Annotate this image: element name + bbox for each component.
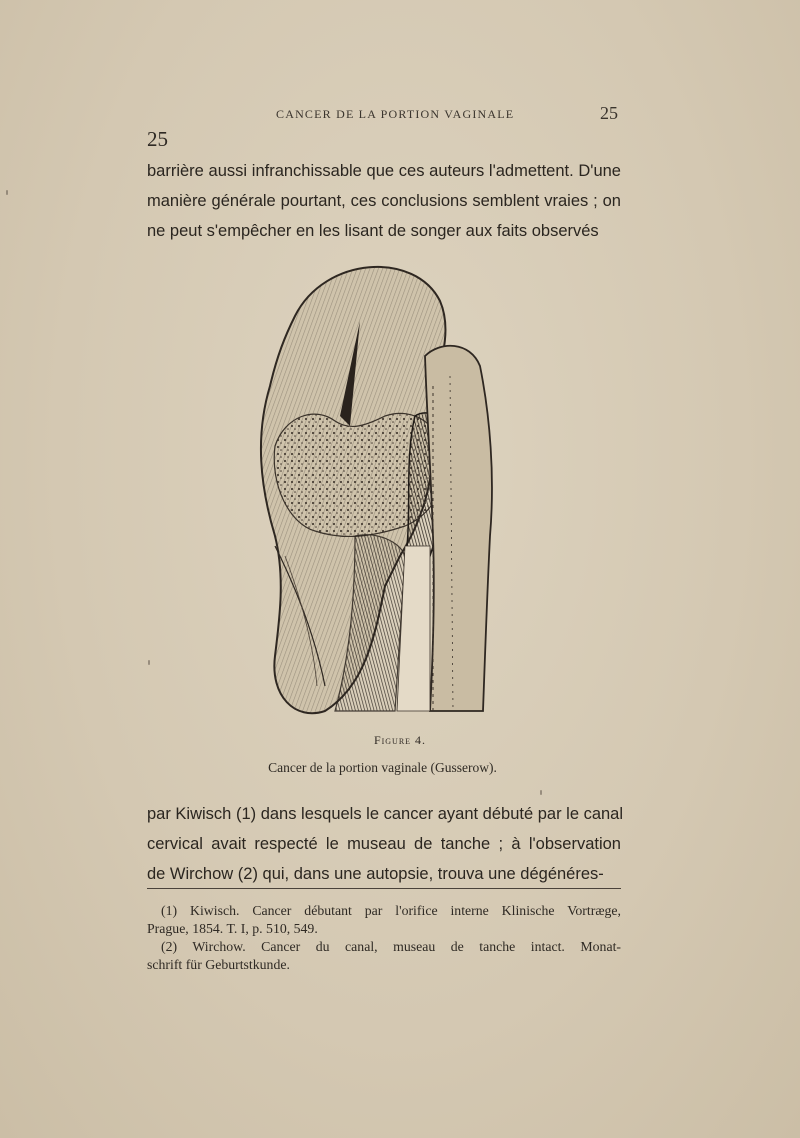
- figure-label: Figure 4.: [373, 733, 427, 747]
- body-line: cervical avait respecté le museau de tanche ; à l'observation: [147, 835, 621, 853]
- paper-speck: [148, 660, 150, 665]
- footnote-1: [147, 902, 621, 938]
- body-line: barrière aussi infranchissable que ces auteurs l'admettent. D'une: [147, 162, 621, 180]
- body-line: par Kiwisch (1) dans lesquels le cancer ayant débuté par le canal: [147, 805, 624, 823]
- running-head: [0, 103, 800, 127]
- footnote-line: (1) Kiwisch. Cancer débutant par l'orifice interne Klinische Vortræge,: [161, 903, 621, 918]
- paper-speck: [6, 190, 8, 195]
- body-line: manière générale pourtant, ces conclusions semblent vraies ; on: [147, 192, 621, 210]
- footnote-2: [147, 938, 621, 974]
- body-paragraph-2: [147, 799, 624, 889]
- body-line: ne peut s'empêcher en les lisant de songer aux faits observés: [147, 222, 599, 240]
- anatomical-engraving-image: [255, 256, 505, 721]
- figure-caption: Cancer de la portion vaginale (Gusserow).: [268, 760, 497, 775]
- running-head-page-number: 25: [600, 103, 618, 123]
- figure-engraving: [255, 256, 505, 721]
- footnote-line: (2) Wirchow. Cancer du canal, museau de tanche intact. Monat-: [161, 939, 621, 954]
- footnote-line: schrift für Geburtstkunde.: [147, 957, 290, 972]
- body-paragraph-1: [147, 156, 621, 246]
- page-number: 25: [147, 127, 168, 151]
- body-line: de Wirchow (2) qui, dans une autopsie, trouva une dégénéres-: [147, 865, 604, 883]
- footnote-separator: [147, 888, 621, 889]
- footnote-line: Prague, 1854. T. I, p. 510, 549.: [147, 921, 318, 936]
- footnotes: [147, 902, 621, 974]
- running-head-title: CANCER DE LA PORTION VAGINALE: [276, 107, 515, 121]
- paper-speck: [540, 790, 542, 795]
